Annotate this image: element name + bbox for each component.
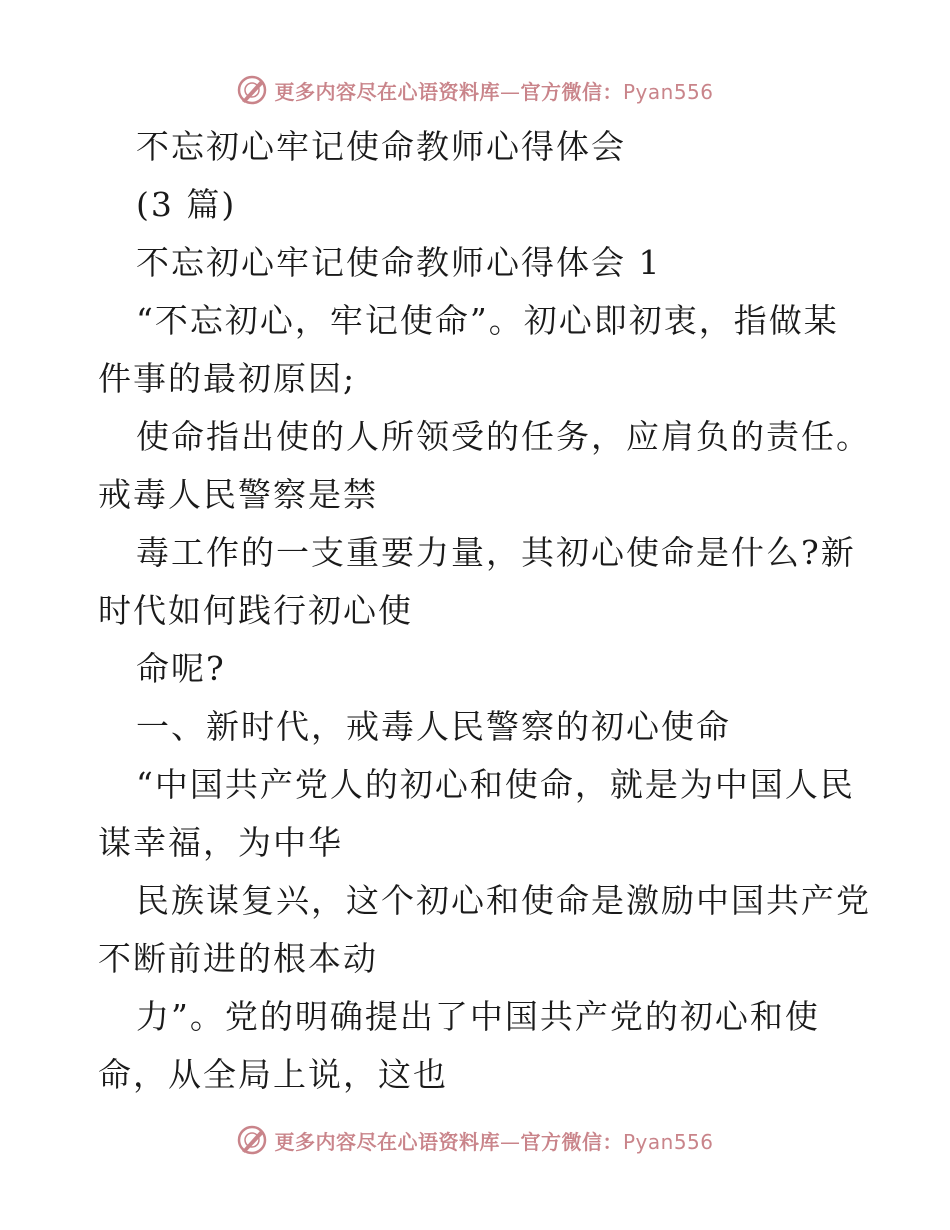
paragraph-line: “不忘初心，牢记使命”。初心即初衷，指做某 [136,301,839,340]
banner-wechat-id: Pyan556 [622,1129,714,1154]
document-subtitle: (3 篇) [136,185,237,224]
pen-logo-icon [236,1124,268,1156]
header-banner [0,70,950,110]
paragraph-line: “中国共产党人的初心和使命，就是为中国人民 [136,765,855,804]
footer-banner [0,1120,950,1160]
header-banner-text [274,76,713,105]
paragraph-line: 民族谋复兴，这个初心和使命是激励中国共产党 [136,881,871,920]
paragraph-line: 命呢? [136,649,226,688]
banner-slogan: 更多内容尽在心语资料库 [274,79,500,104]
document-title: 不忘初心牢记使命教师心得体会 [136,127,626,166]
paragraph-line: 不断前进的根本动 [98,939,378,978]
paragraph-line: 戒毒人民警察是禁 [98,475,378,514]
banner-wechat-label: 官方微信： [520,1129,623,1154]
subsection-heading: 一、新时代，戒毒人民警察的初心使命 [136,707,731,746]
document-body [98,118,871,1104]
paragraph-line: 命，从全局上说，这也 [98,1055,448,1094]
paragraph-line: 使命指出使的人所领受的任务，应肩负的责任。 [136,417,871,456]
banner-wechat-id: Pyan556 [622,79,714,104]
banner-slogan: 更多内容尽在心语资料库 [274,1129,500,1154]
banner-separator: — [499,79,521,104]
footer-banner-text [274,1126,713,1155]
paragraph-line: 件事的最初原因; [98,359,357,398]
pen-logo-icon [236,74,268,106]
paragraph-line: 时代如何践行初心使 [98,591,413,630]
section-heading: 不忘初心牢记使命教师心得体会 1 [136,243,662,282]
paragraph-line: 谋幸福，为中华 [98,823,343,862]
paragraph-line: 毒工作的一支重要力量，其初心使命是什么?新 [136,533,856,572]
paragraph-line: 力”。党的明确提出了中国共产党的初心和使 [136,997,820,1036]
banner-separator: — [499,1129,521,1154]
banner-wechat-label: 官方微信： [520,79,623,104]
